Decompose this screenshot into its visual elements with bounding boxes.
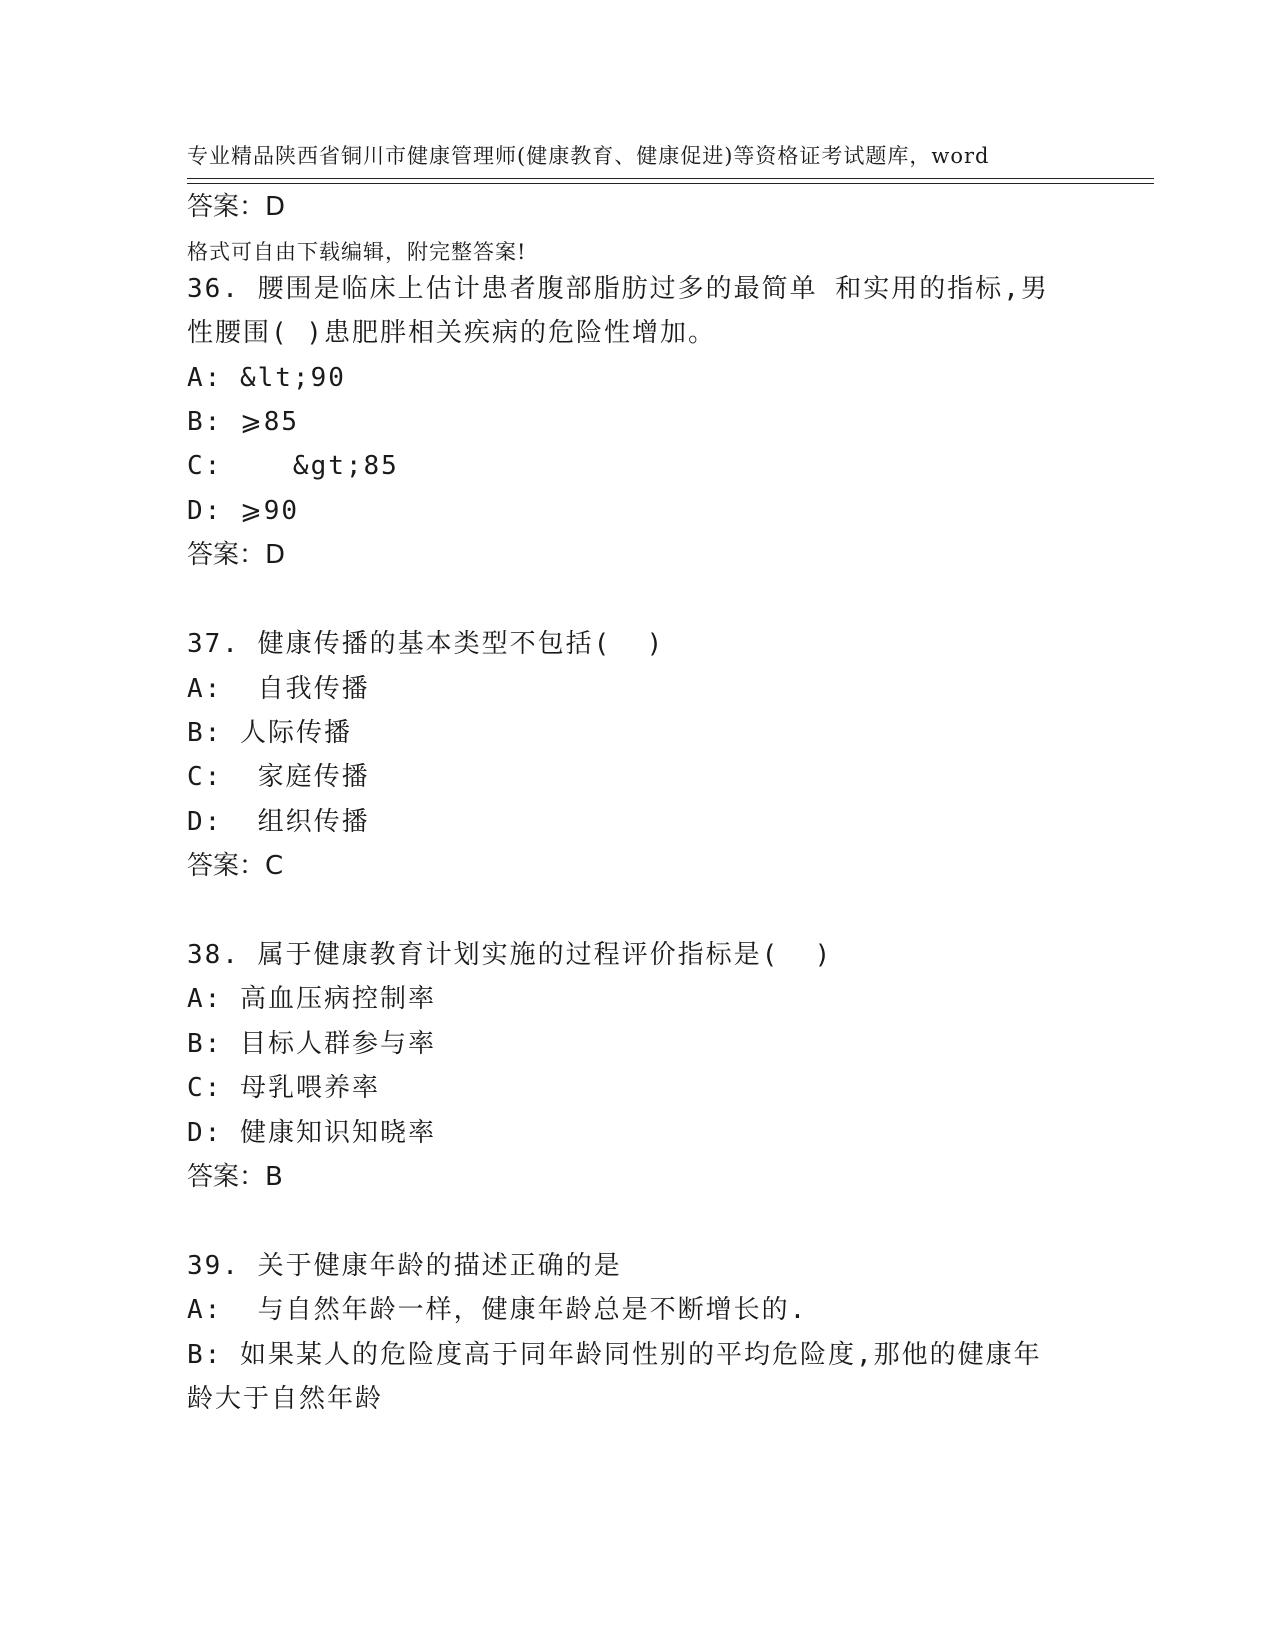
- question-36-option-c: C: &gt;85: [187, 451, 399, 481]
- question-39-option-b-continued: 龄大于自然年龄: [187, 1384, 384, 1414]
- question-39-option-a: A: 与自然年龄一样，健康年龄总是不断增长的.: [187, 1295, 808, 1325]
- question-37-answer: 答案：C: [187, 851, 284, 881]
- question-37-option-c: C: 家庭传播: [187, 762, 370, 792]
- question-37-option-a: A: 自我传播: [187, 674, 370, 704]
- question-39-stem: 39. 关于健康年龄的描述正确的是: [187, 1251, 622, 1281]
- question-38-option-b: B: 目标人群参与率: [187, 1029, 436, 1059]
- question-38-option-c: C: 母乳喂养率: [187, 1073, 380, 1103]
- question-38-stem: 38. 属于健康教育计划实施的过程评价指标是( ): [187, 940, 833, 970]
- question-36-option-b: B: ⩾85: [187, 407, 300, 437]
- question-37-stem: 37. 健康传播的基本类型不包括( ): [187, 629, 665, 659]
- header-rule-top: [187, 178, 1154, 179]
- header-line-2: 格式可自由下载编辑，附完整答案!: [187, 240, 527, 264]
- question-36-option-d: D: ⩾90: [187, 496, 300, 526]
- question-38-answer: 答案：B: [187, 1162, 283, 1192]
- header-line-1: 专业精品陕西省铜川市健康管理师(健康教育、健康促进)等资格证考试题库，word: [187, 144, 990, 168]
- header-rule-bottom: [187, 183, 1154, 184]
- question-36-option-a: A: &lt;90: [187, 363, 346, 393]
- question-38-option-d: D: 健康知识知晓率: [187, 1118, 436, 1148]
- question-37-option-b: B: 人际传播: [187, 718, 352, 748]
- question-36-stem-line-2: 性腰围( )患肥胖相关疾病的危险性增加。: [187, 318, 716, 348]
- question-36-answer: 答案：D: [187, 540, 286, 570]
- question-37-option-d: D: 组织传播: [187, 807, 370, 837]
- question-38-option-a: A: 高血压病控制率: [187, 984, 436, 1014]
- question-36-stem-line-1: 36. 腰围是临床上估计患者腹部脂肪过多的最简单 和实用的指标,男: [187, 274, 1049, 304]
- question-39-option-b: B: 如果某人的危险度高于同年龄同性别的平均危险度,那他的健康年: [187, 1340, 1042, 1370]
- previous-answer: 答案：D: [187, 192, 286, 222]
